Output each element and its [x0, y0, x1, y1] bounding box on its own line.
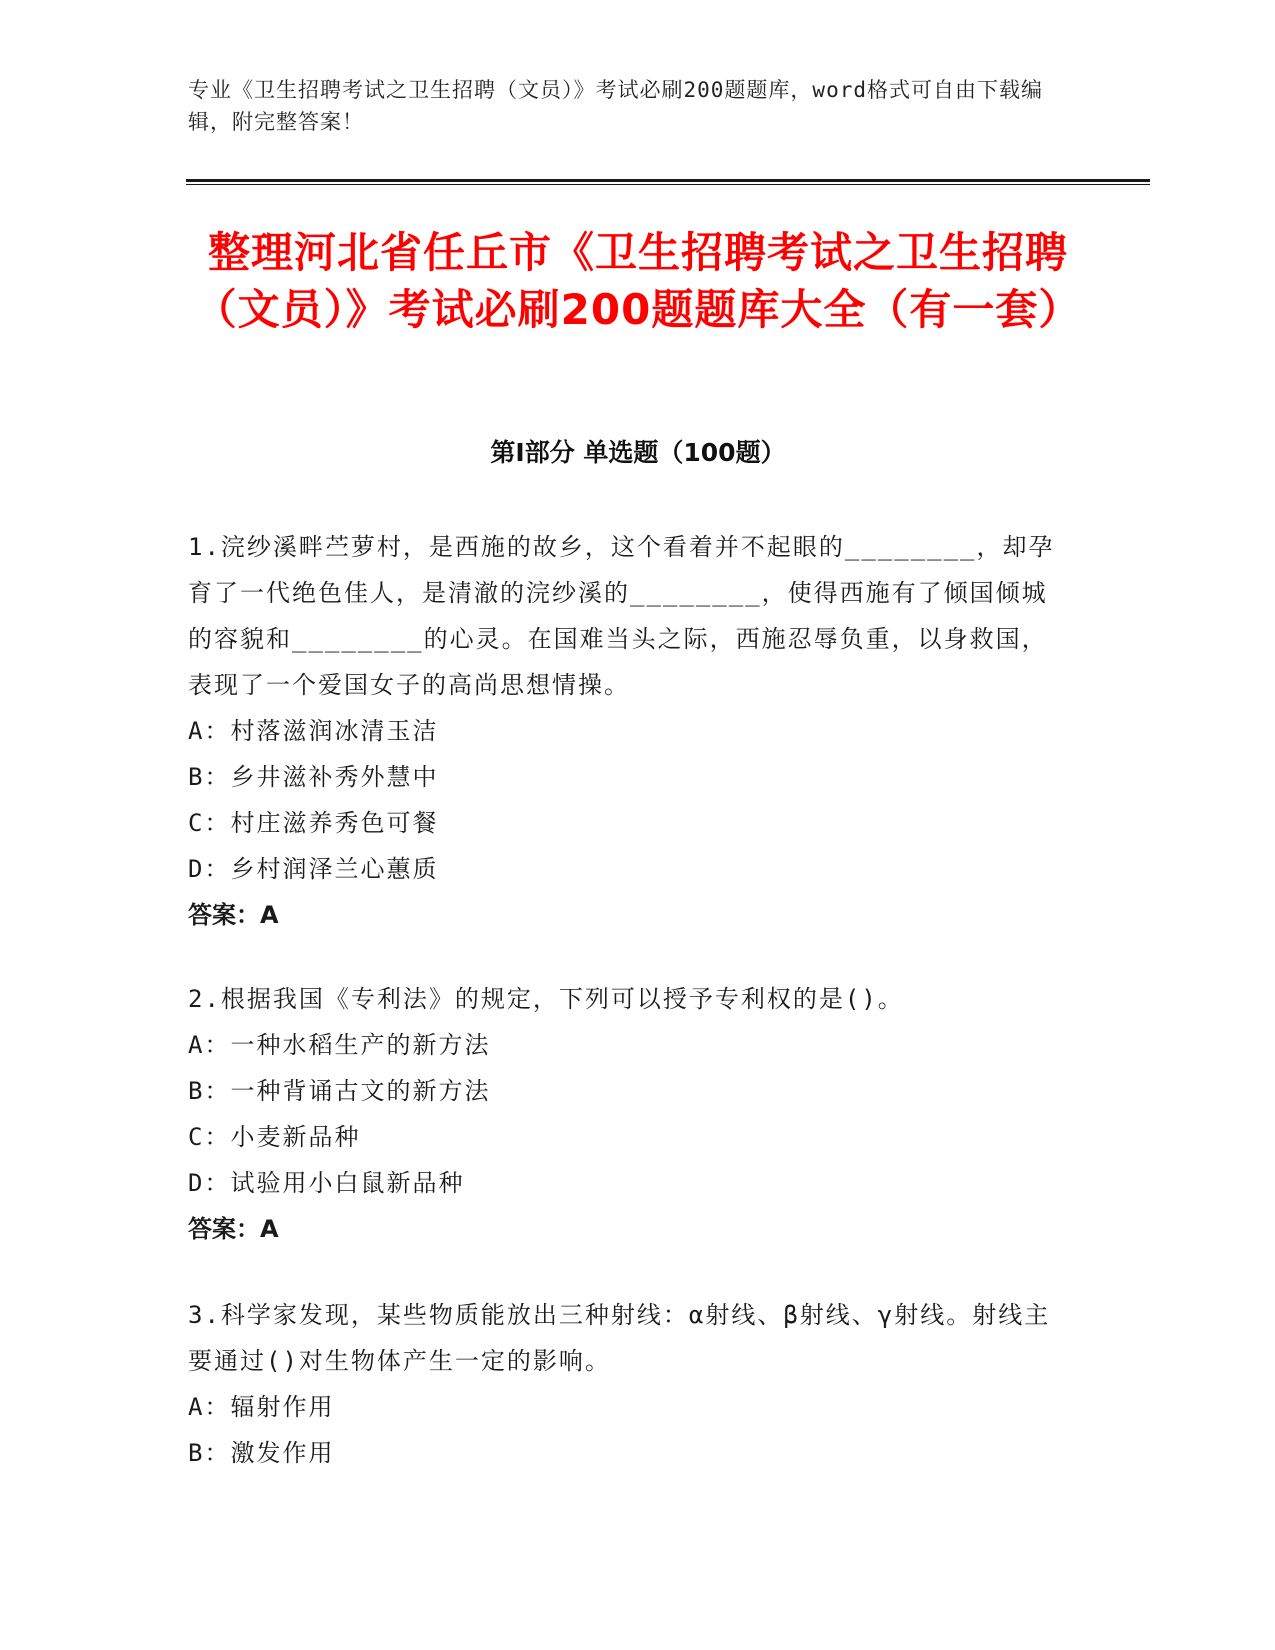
question-stem: 2.根据我国《专利法》的规定，下列可以授予专利权的是()。: [188, 985, 904, 1013]
option-c: C：村庄滋养秀色可餐: [188, 809, 439, 837]
section-title: 第Ⅰ部分 单选题（100题）: [490, 438, 786, 467]
option-c: C：小麦新品种: [188, 1123, 361, 1151]
document-title: 整理河北省任丘市《卫生招聘考试之卫生招聘（文员）》考试必刷200题题库大全（有一套）: [194, 228, 1082, 334]
question-3: [188, 1292, 1068, 1476]
header-divider-thick: [186, 179, 1150, 182]
option-b: B：乡井滋补秀外慧中: [188, 763, 439, 791]
answer: 答案：A: [188, 1215, 279, 1243]
option-d: D：试验用小白鼠新品种: [188, 1169, 465, 1197]
option-a: A：一种水稻生产的新方法: [188, 1031, 491, 1059]
header-note: 专业《卫生招聘考试之卫生招聘（文员）》考试必刷200题题库，word格式可自由下载编辑，附完整答案！: [188, 78, 1043, 134]
option-a: A：辐射作用: [188, 1393, 335, 1421]
answer: 答案：A: [188, 901, 279, 929]
question-2: [188, 976, 1068, 1252]
question-stem: 3.科学家发现，某些物质能放出三种射线：α射线、β射线、γ射线。射线主要通过()对生物体产生一定的影响。: [188, 1301, 1051, 1375]
option-d: D：乡村润泽兰心蕙质: [188, 855, 439, 883]
option-b: B：激发作用: [188, 1439, 335, 1467]
option-a: A：村落滋润冰清玉洁: [188, 717, 439, 745]
question-1: [188, 524, 1068, 938]
option-b: B：一种背诵古文的新方法: [188, 1077, 491, 1105]
question-stem: 1.浣纱溪畔苎萝村，是西施的故乡，这个看着并不起眼的________，却孕育了一代绝色佳人，是清澈的浣纱溪的________，使得西施有了倾国倾城的容貌和________的心灵。在国难当头之际，西施忍辱负重，以身救国，表现了一个爱国女子的高尚思想情操。: [188, 533, 1055, 699]
header-divider-thin: [186, 184, 1150, 185]
